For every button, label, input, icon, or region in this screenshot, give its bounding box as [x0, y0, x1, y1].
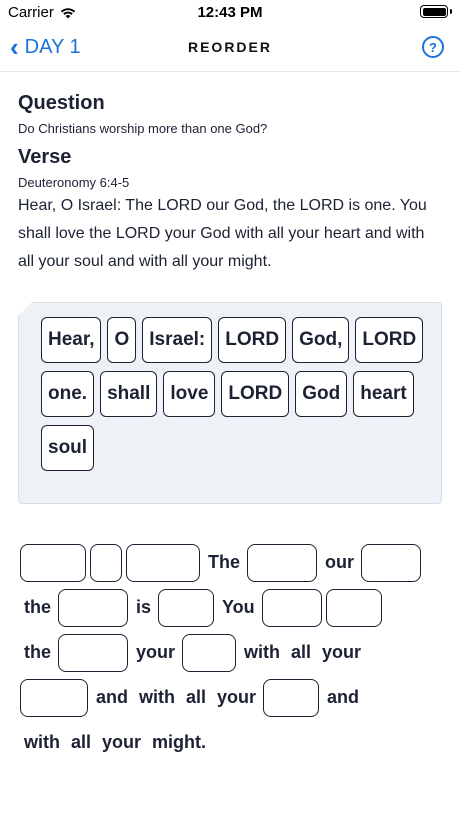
answer-word: your — [136, 642, 176, 662]
answer-line-1 — [20, 540, 440, 585]
answer-word: the — [24, 597, 51, 617]
word-chip[interactable]: shall — [100, 371, 157, 417]
answer-word: the — [24, 642, 51, 662]
answer-word: all — [186, 687, 207, 707]
answer-word: with — [139, 687, 176, 707]
answer-word: all — [291, 642, 312, 662]
word-bank — [18, 302, 442, 504]
answer-word: is — [136, 597, 152, 617]
clock: 12:43 PM — [197, 4, 263, 21]
blank-slot[interactable] — [90, 544, 122, 582]
answer-word: your — [217, 687, 257, 707]
status-bar — [0, 0, 460, 24]
verse-text: Hear, O Israel: The LORD our God, the LORD is one. You shall love the LORD your God with all your heart and with all your soul and with all your might. — [18, 197, 427, 270]
answer-word: You — [222, 597, 255, 617]
carrier-label: Carrier — [8, 4, 54, 21]
blank-slot[interactable] — [361, 544, 421, 582]
blank-slot[interactable] — [182, 634, 236, 672]
word-chip[interactable]: Hear, — [41, 317, 101, 363]
blank-slot[interactable] — [263, 679, 319, 717]
navigation-bar — [0, 24, 460, 72]
blank-slot[interactable] — [58, 589, 128, 627]
blank-slot[interactable] — [126, 544, 200, 582]
word-chip[interactable]: LORD — [355, 317, 423, 363]
blank-slot[interactable] — [247, 544, 317, 582]
answer-word: with — [244, 642, 281, 662]
word-chip[interactable]: God — [295, 371, 347, 417]
word-chip[interactable]: love — [163, 371, 215, 417]
answer-line-5 — [20, 720, 440, 765]
blank-slot[interactable] — [58, 634, 128, 672]
word-chip[interactable]: LORD — [218, 317, 286, 363]
answer-word: and — [96, 687, 129, 707]
answer-line-4 — [20, 675, 440, 720]
answer-word: The — [208, 552, 241, 572]
question-heading: Question — [18, 92, 105, 114]
word-chip[interactable]: O — [107, 317, 136, 363]
answer-word: all — [71, 732, 92, 752]
blank-slot[interactable] — [158, 589, 214, 627]
blank-slot[interactable] — [20, 544, 86, 582]
answer-line-2 — [20, 585, 440, 630]
answer-area — [20, 540, 440, 765]
back-label: DAY 1 — [24, 35, 81, 58]
word-chip[interactable]: one. — [41, 371, 94, 417]
blank-slot[interactable] — [262, 589, 322, 627]
question-text: Do Christians worship more than one God? — [18, 121, 268, 136]
blank-slot[interactable] — [326, 589, 382, 627]
verse-heading: Verse — [18, 146, 72, 168]
blank-slot[interactable] — [20, 679, 88, 717]
word-chip[interactable]: heart — [353, 371, 413, 417]
answer-word: and — [327, 687, 360, 707]
chevron-left-icon: ‹ — [10, 32, 19, 62]
word-chip[interactable]: soul — [41, 425, 94, 471]
answer-word: your — [102, 732, 142, 752]
answer-word: your — [322, 642, 362, 662]
word-chips — [41, 317, 431, 471]
verse-reference: Deuteronomy 6:4-5 — [18, 175, 130, 190]
content — [18, 92, 442, 276]
answer-word: might. — [152, 732, 207, 752]
word-chip[interactable]: Israel: — [142, 317, 212, 363]
word-chip[interactable]: God, — [292, 317, 349, 363]
word-chip[interactable]: LORD — [221, 371, 289, 417]
answer-line-3 — [20, 630, 440, 675]
battery-icon — [420, 5, 448, 18]
answer-word: our — [325, 552, 355, 572]
nav-title: REORDER — [187, 39, 272, 55]
help-icon[interactable]: ? — [422, 36, 444, 58]
answer-word: with — [24, 732, 60, 752]
